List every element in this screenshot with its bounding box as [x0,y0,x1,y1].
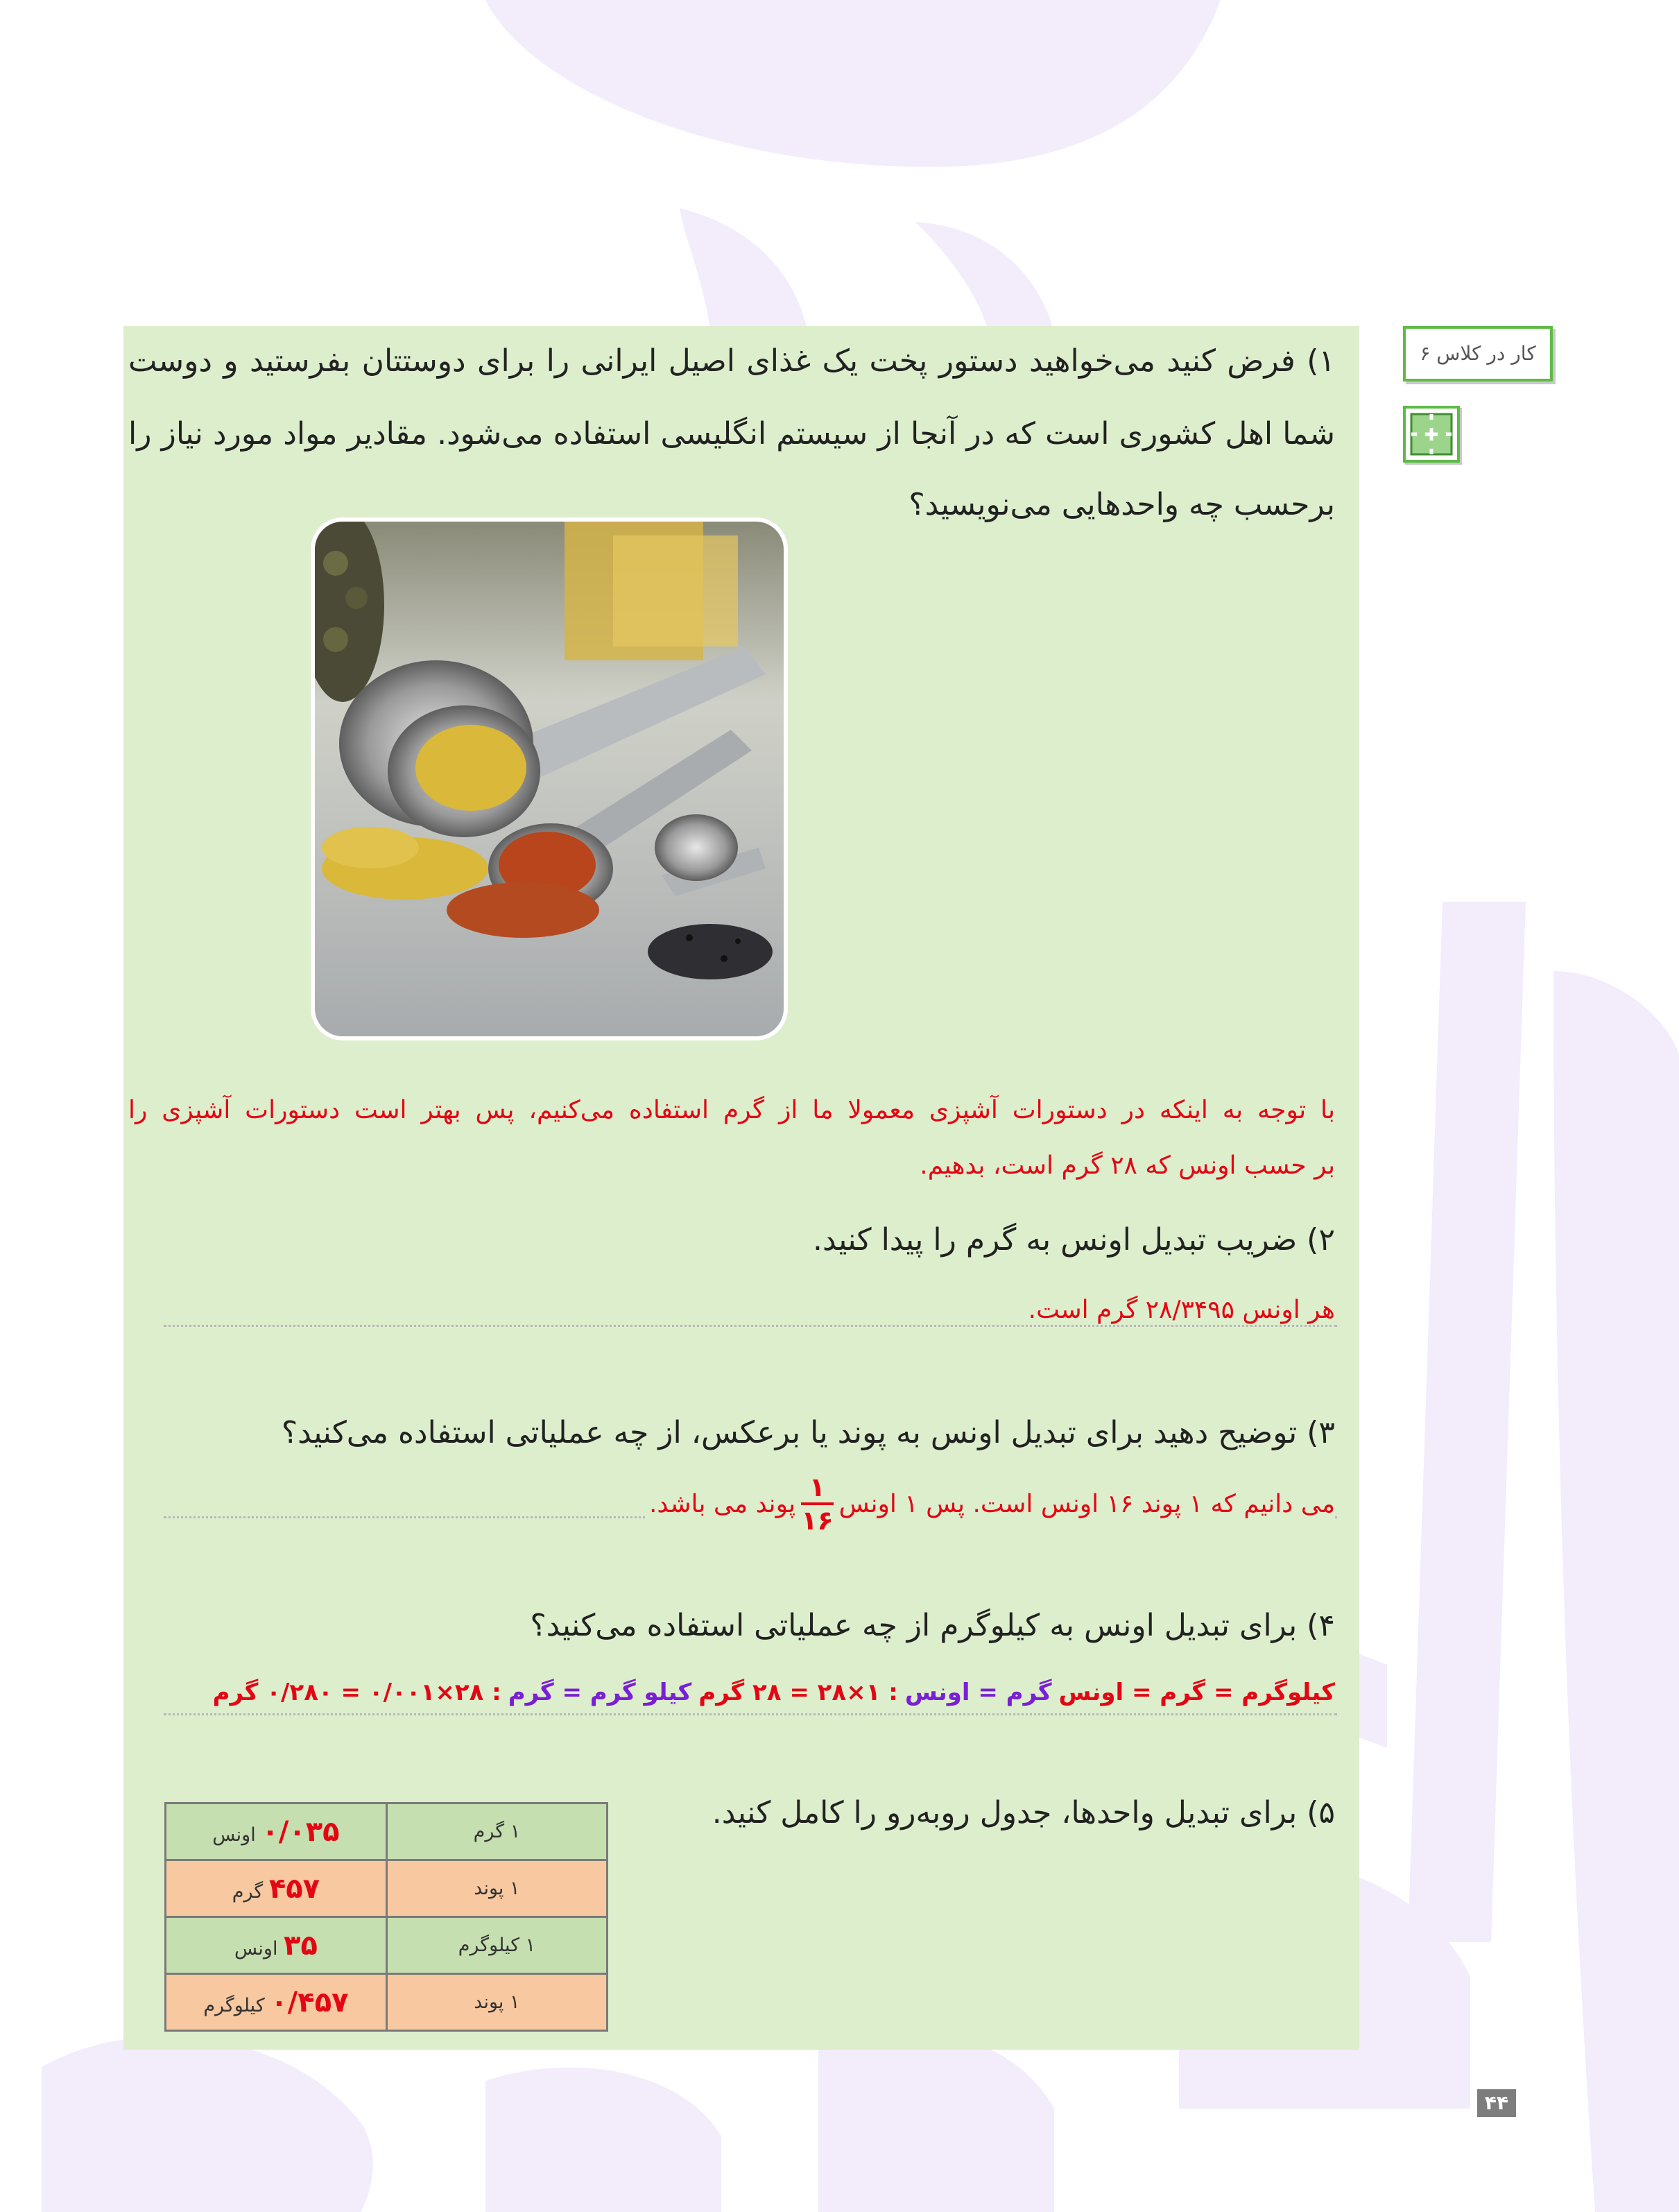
table-cell-left [166,1860,387,1917]
conversion-table [164,1802,608,2032]
table-cell-left [166,1917,387,1974]
q3-answer-part2: پوند می باشد. [648,1489,796,1518]
table-cell-left [166,1974,387,2031]
q1-answer-line2: بر حسب اونس که ۲۸ گرم است، بدهیم. [920,1151,1335,1180]
q2-question: ۲) ضریب تبدیل اونس به گرم را پیدا کنید. [813,1222,1335,1258]
table-value: ۳۵ [284,1929,318,1962]
table-row [166,1917,608,1974]
q3-answer-part1: می دانیم که ۱ پوند ۱۶ اونس است. پس ۱ اونس [838,1489,1335,1518]
q1-line3: برحسب چه واحدهایی می‌نویسید؟ [909,487,1335,522]
q3-answer [645,1472,1335,1536]
q4-answer-part5: : ۲۸×۰/۰۰۱ = ۰/۲۸۰ گرم [212,1679,501,1706]
table-unit: کیلوگرم [203,1994,265,2016]
q3-fraction-numerator: ۱ [801,1472,833,1505]
q3-fraction [801,1472,833,1536]
q5-question: ۵) برای تبدیل واحدها، جدول روبه‌رو را کامل کنید. [712,1795,1335,1831]
table-unit: اونس [234,1937,278,1960]
table-cell-right: ۱ پوند [386,1974,607,2031]
table-value: ۰/۴۵۷ [270,1986,349,2018]
table-value: ۰/۰۳۵ [261,1815,340,1848]
table-cell-right: ۱ کیلوگرم [386,1917,607,1974]
table-unit: اونس [212,1824,256,1846]
q2-answer: هر اونس ۲۸/۳۴۹۵ گرم است. [1024,1296,1335,1324]
q4-answer-line [164,1713,1337,1715]
q1-line2: شما اهل کشوری است که در آنجا از سیستم انگلیسی استفاده می‌شود. مقادیر مواد مورد نیاز را [128,416,1335,452]
table-row [166,1803,608,1860]
q4-answer-part3: : ۱×۲۸ = ۲۸ گرم [698,1679,898,1706]
classwork-label: کار در کلاس ۶ [1403,326,1553,381]
table-cell-right: ۱ گرم [386,1803,607,1860]
table-cell-left [166,1803,387,1860]
q2-answer-line [164,1325,1337,1327]
q4-answer-part4: کیلو گرم = گرم [508,1679,692,1706]
q4-answer [213,1679,1335,1706]
q3-question: ۳) توضیح دهید برای تبدیل اونس به پوند یا برعکس، از چه عملیاتی استفاده می‌کنید؟ [281,1415,1335,1450]
page-number: ۴۴ [1477,2089,1516,2117]
q4-question: ۴) برای تبدیل اونس به کیلوگرم از چه عملیاتی استفاده می‌کنید؟ [530,1608,1335,1643]
table-row [166,1860,608,1917]
table-row [166,1974,608,2031]
puzzle-icon [1403,406,1460,463]
table-unit: گرم [232,1880,264,1903]
table-value: ۴۵۷ [268,1872,320,1905]
q1-line1: ۱) فرض کنید می‌خواهید دستور پخت یک غذای اصیل ایرانی را برای دوستتان بفرستید و دوست [128,343,1335,379]
q4-answer-part2: گرم = اونس [904,1679,1052,1706]
table-cell-right: ۱ پوند [386,1860,607,1917]
q3-fraction-denominator: ۱۶ [801,1505,834,1536]
spices-photo [311,517,788,1040]
q1-answer-line1: با توجه به اینکه در دستورات آشپزی معمولا ما از گرم استفاده می‌کنیم، پس بهتر است دستورات آشپزی را [128,1096,1335,1124]
q4-answer-part1: کیلوگرم = گرم = اونس [1058,1679,1335,1706]
